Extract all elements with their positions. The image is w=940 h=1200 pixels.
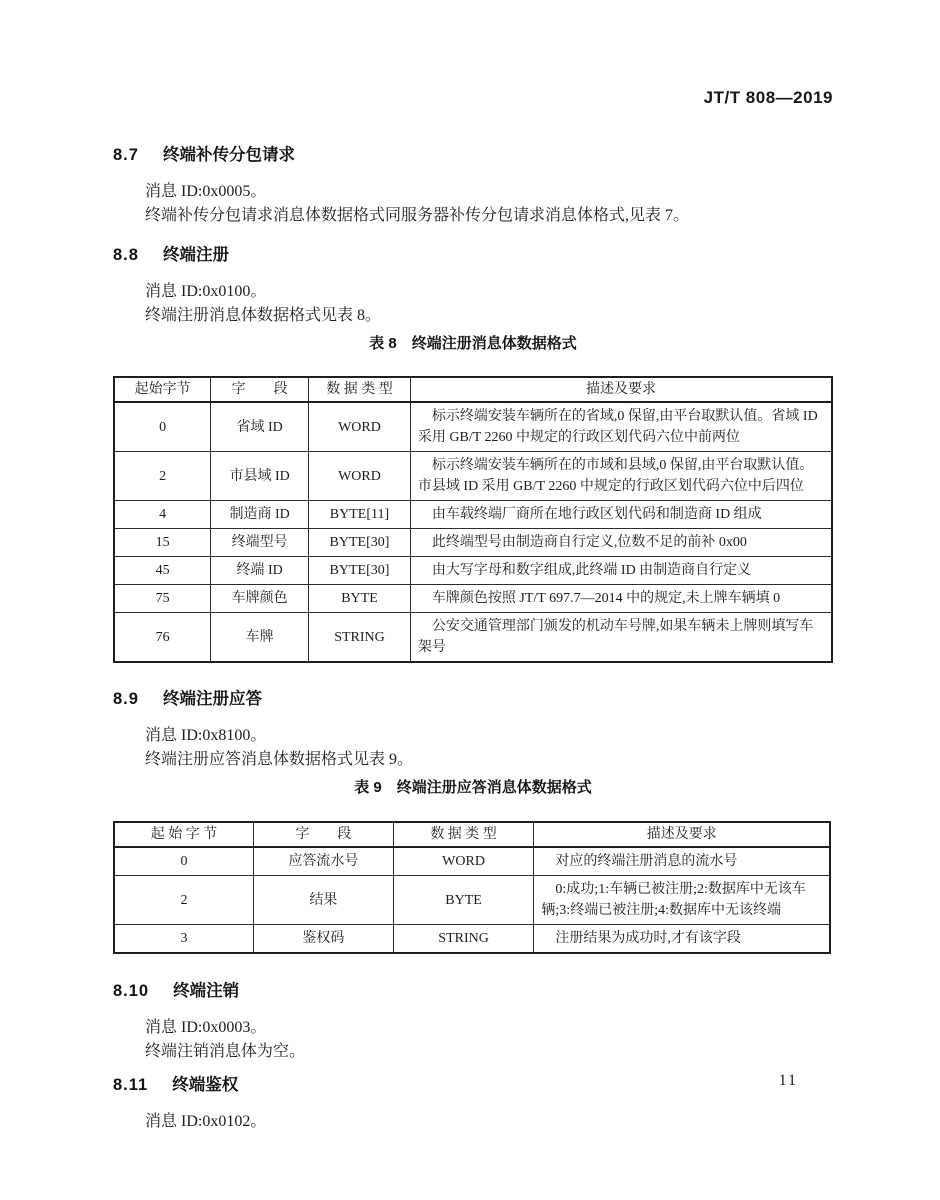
table-8-header [114, 377, 832, 402]
section-heading-8-7 [113, 144, 833, 166]
cell-description: 车牌颜色按照 JT/T 697.7—2014 中的规定,未上牌车辆填 0 [410, 585, 832, 613]
paragraph: 消息 ID:0x0003。 [145, 1019, 267, 1036]
section-title: 终端注册应答 [162, 690, 262, 708]
section-title: 终端补传分包请求 [162, 146, 295, 164]
section-8-8-body [113, 280, 833, 328]
section-number: 8.7 [113, 146, 139, 164]
column-header: 描述及要求 [410, 377, 832, 402]
paragraph: 终端补传分包请求消息体数据格式同服务器补传分包请求消息体格式,见表 7。 [145, 207, 690, 224]
paragraph: 终端注销消息体为空。 [145, 1043, 306, 1060]
column-header: 字 段 [254, 822, 394, 847]
cell-description: 对应的终端注册消息的流水号 [534, 847, 830, 876]
cell-start-byte: 76 [114, 613, 211, 663]
table-8-caption: 表 8 终端注册消息体数据格式 [369, 335, 577, 352]
section-8-9-body [113, 724, 833, 772]
table-9 [113, 821, 831, 954]
table-row [114, 452, 832, 501]
table-9-header [114, 822, 830, 847]
cell-description: 标示终端安装车辆所在的市域和县域,0 保留,由平台取默认值。市县域 ID 采用 GB/T 2260 中规定的行政区划代码六位中后四位 [410, 452, 832, 501]
cell-data-type: WORD [393, 847, 534, 876]
cell-field: 制造商 ID [211, 501, 309, 529]
table-row [114, 501, 832, 529]
paragraph: 终端注册应答消息体数据格式见表 9。 [145, 751, 414, 768]
paragraph: 消息 ID:0x8100。 [145, 727, 267, 744]
cell-start-byte: 15 [114, 529, 211, 557]
cell-field: 车牌颜色 [211, 585, 309, 613]
section-heading-8-11 [113, 1074, 833, 1096]
section-title: 终端鉴权 [172, 1076, 239, 1094]
table-header-row [114, 822, 830, 847]
section-title: 终端注册 [162, 246, 229, 264]
cell-field: 省域 ID [211, 402, 309, 452]
cell-data-type: BYTE[30] [309, 557, 411, 585]
cell-field: 结果 [254, 876, 394, 925]
cell-field: 应答流水号 [254, 847, 394, 876]
cell-description: 此终端型号由制造商自行定义,位数不足的前补 0x00 [410, 529, 832, 557]
cell-start-byte: 75 [114, 585, 211, 613]
cell-description: 注册结果为成功时,才有该字段 [534, 925, 830, 954]
column-header: 字 段 [211, 377, 309, 402]
cell-description: 标示终端安装车辆所在的省域,0 保留,由平台取默认值。省域 ID 采用 GB/T 2260 中规定的行政区划代码六位中前两位 [410, 402, 832, 452]
cell-data-type: WORD [309, 452, 411, 501]
section-8-11-body [113, 1110, 833, 1134]
cell-start-byte: 2 [114, 876, 254, 925]
cell-field: 车牌 [211, 613, 309, 663]
column-header: 数 据 类 型 [309, 377, 411, 402]
cell-description: 公安交通管理部门颁发的机动车号牌,如果车辆未上牌则填写车架号 [410, 613, 832, 663]
section-heading-8-10 [113, 980, 833, 1002]
column-header: 起 始 字 节 [114, 822, 254, 847]
paragraph: 消息 ID:0x0005。 [145, 183, 267, 200]
cell-field: 鉴权码 [254, 925, 394, 954]
section-8-10-body [113, 1016, 833, 1064]
table-row [114, 876, 830, 925]
cell-description: 由大写字母和数字组成,此终端 ID 由制造商自行定义 [410, 557, 832, 585]
cell-field: 终端型号 [211, 529, 309, 557]
section-number: 8.11 [113, 1076, 149, 1094]
cell-field: 市县域 ID [211, 452, 309, 501]
table-header-row [114, 377, 832, 402]
table-row [114, 925, 830, 954]
table-row [114, 847, 830, 876]
cell-data-type: STRING [309, 613, 411, 663]
section-title: 终端注销 [173, 982, 240, 1000]
cell-description: 由车载终端厂商所在地行政区划代码和制造商 ID 组成 [410, 501, 832, 529]
cell-data-type: BYTE[30] [309, 529, 411, 557]
cell-data-type: WORD [309, 402, 411, 452]
table-row [114, 402, 832, 452]
table-row [114, 585, 832, 613]
cell-start-byte: 45 [114, 557, 211, 585]
table-8 [113, 376, 833, 663]
table-row [114, 557, 832, 585]
section-heading-8-8 [113, 244, 833, 266]
section-number: 8.8 [113, 246, 139, 264]
table-row [114, 529, 832, 557]
page-number: 11 [778, 1072, 798, 1089]
column-header: 数 据 类 型 [393, 822, 534, 847]
section-number: 8.9 [113, 690, 139, 708]
cell-data-type: BYTE[11] [309, 501, 411, 529]
section-number: 8.10 [113, 982, 150, 1000]
cell-data-type: BYTE [309, 585, 411, 613]
cell-start-byte: 2 [114, 452, 211, 501]
section-8-7-body [113, 180, 833, 228]
cell-start-byte: 4 [114, 501, 211, 529]
cell-start-byte: 3 [114, 925, 254, 954]
paragraph: 终端注册消息体数据格式见表 8。 [145, 307, 382, 324]
cell-start-byte: 0 [114, 402, 211, 452]
cell-field: 终端 ID [211, 557, 309, 585]
section-heading-8-9 [113, 688, 833, 710]
cell-description: 0:成功;1:车辆已被注册;2:数据库中无该车辆;3:终端已被注册;4:数据库中无该终端 [534, 876, 830, 925]
paragraph: 消息 ID:0x0100。 [145, 283, 267, 300]
column-header: 描述及要求 [534, 822, 830, 847]
table-9-caption: 表 9 终端注册应答消息体数据格式 [354, 779, 592, 796]
cell-data-type: STRING [393, 925, 534, 954]
paragraph: 消息 ID:0x0102。 [145, 1113, 267, 1130]
column-header: 起始字节 [114, 377, 211, 402]
cell-data-type: BYTE [393, 876, 534, 925]
cell-start-byte: 0 [114, 847, 254, 876]
standard-code: JT/T 808—2019 [703, 88, 833, 107]
table-row [114, 613, 832, 663]
